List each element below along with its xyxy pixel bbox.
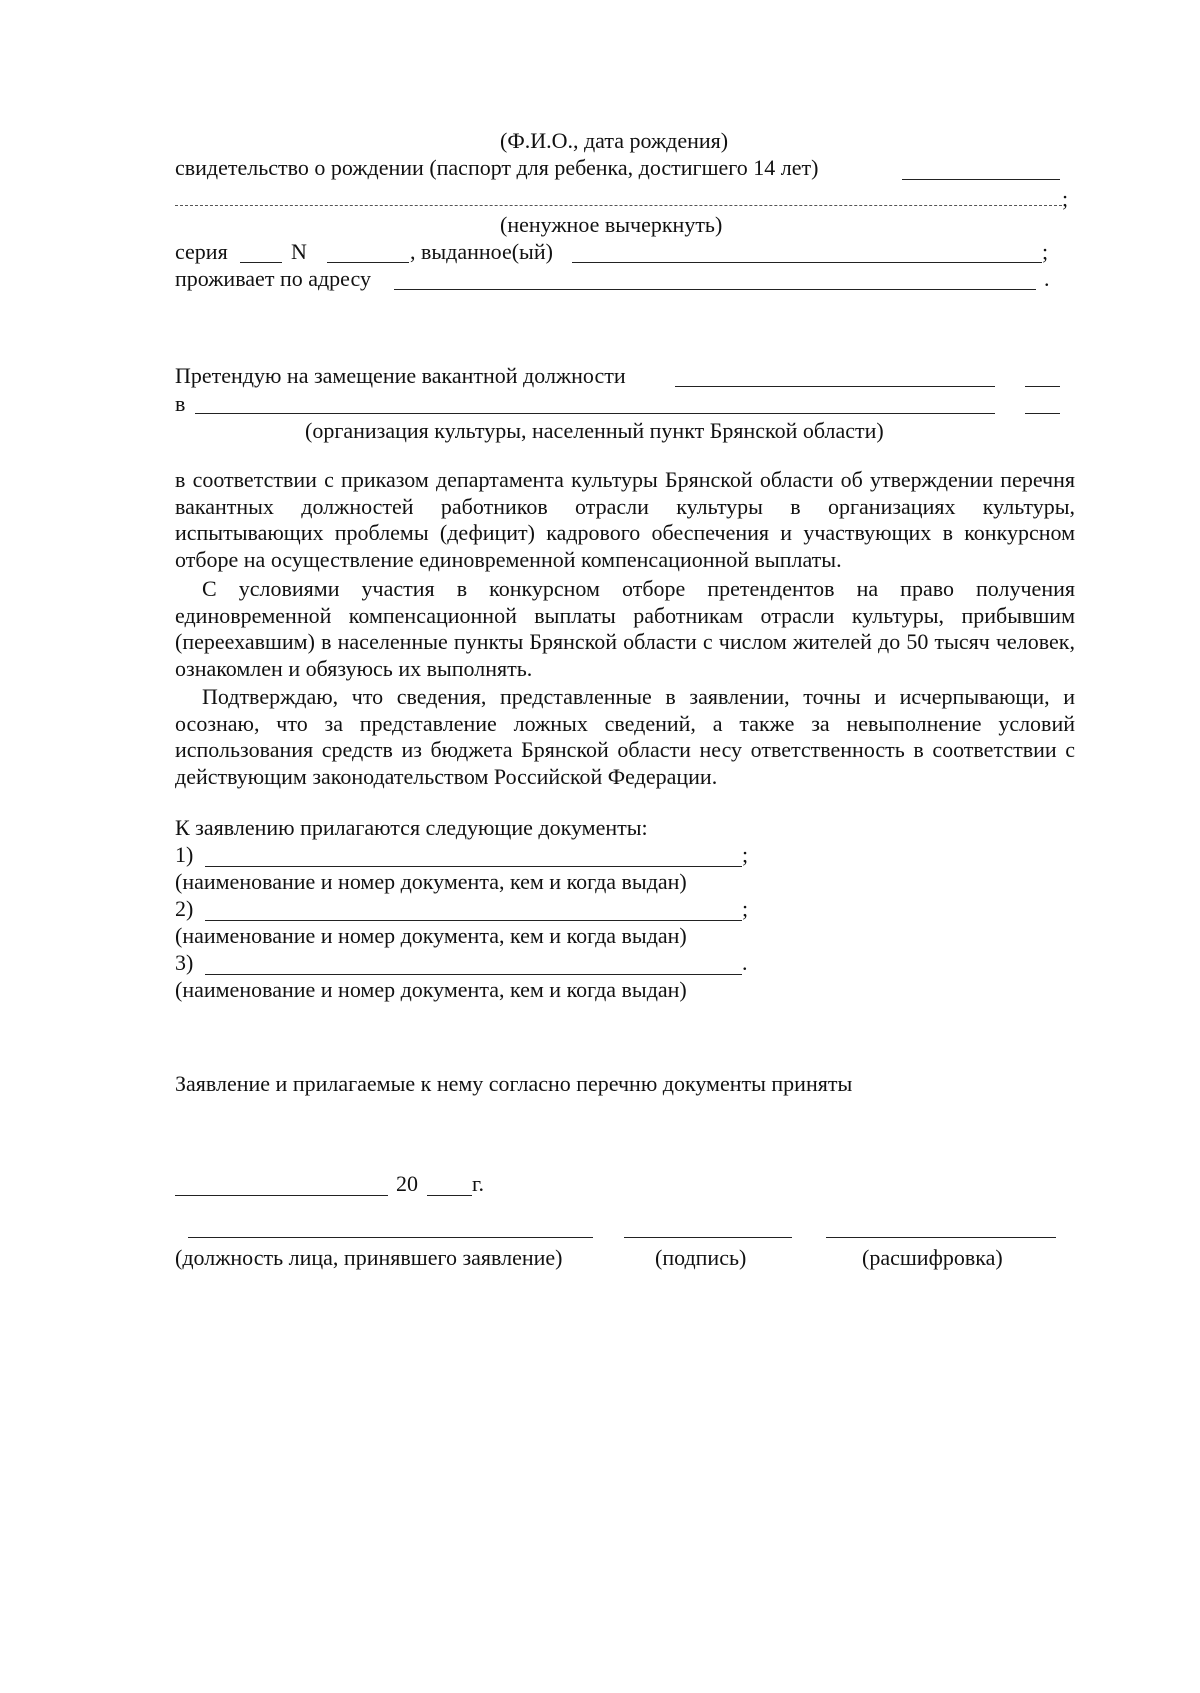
semicolon: ;	[1042, 239, 1049, 264]
birth-certificate-label: свидетельство о рождении (паспорт для ребенка, достигшего 14 лет)	[175, 155, 819, 180]
semicolon: ;	[1062, 186, 1069, 211]
strike-caption: (ненужное вычеркнуть)	[500, 212, 723, 237]
attachment-number: 2)	[175, 896, 194, 921]
attachment-blank[interactable]	[205, 974, 742, 975]
signature-caption: (подпись)	[655, 1245, 747, 1270]
attachment-caption: (наименование и номер документа, кем и когда выдан)	[175, 977, 687, 1002]
in-label: в	[175, 391, 186, 416]
position-blank-end[interactable]	[1025, 386, 1060, 387]
number-blank[interactable]	[327, 262, 409, 263]
paragraph-confirmation: Подтверждаю, что сведения, представленные в заявлении, точны и исчерпывающи, и осознаю, что за представление ложных сведений, а также за невыполнение условий использования средств из бюджета Брянской области несу ответственность в соответствии с действующим законодательством Российской Федерации.	[175, 684, 1075, 789]
official-position-blank[interactable]	[188, 1237, 593, 1238]
year-suffix: г.	[472, 1171, 485, 1196]
decoding-blank[interactable]	[826, 1237, 1056, 1238]
date-blank[interactable]	[175, 1195, 388, 1196]
position-blank[interactable]	[675, 386, 995, 387]
attachments-intro: К заявлению прилагаются следующие документы:	[175, 815, 648, 840]
address-label: проживает по адресу	[175, 266, 371, 291]
issued-by-blank[interactable]	[572, 262, 1042, 263]
paragraph-order: в соответствии с приказом департамента культуры Брянской области об утверждении перечня вакантных должностей работников отрасли культуры в организациях культуры, испытывающих проблемы (дефицит) кадрового обеспечения и участвующих в конкурсном отборе на осуществление единовременной компенсационной выплаты.	[175, 467, 1075, 572]
attachment-blank[interactable]	[205, 920, 742, 921]
organization-blank-end[interactable]	[1025, 413, 1060, 414]
attachment-blank[interactable]	[205, 866, 742, 867]
fio-caption: (Ф.И.О., дата рождения)	[500, 128, 729, 153]
acceptance-statement: Заявление и прилагаемые к нему согласно перечню документы приняты	[175, 1071, 853, 1096]
attachment-end: ;	[742, 896, 749, 921]
attachment-number: 3)	[175, 950, 194, 975]
number-label: N	[291, 239, 307, 264]
period: .	[1044, 266, 1050, 291]
paragraph-conditions: С условиями участия в конкурсном отборе претендентов на право получения единовременной компенсационной выплаты работникам отрасли культуры, прибывшим (переехавшим) в населенные пункты Брянской области с числом жителей до 50 тысяч человек, ознакомлен и обязуюсь их выполнять.	[175, 576, 1075, 681]
claim-label: Претендую на замещение вакантной должности	[175, 363, 626, 388]
attachment-caption: (наименование и номер документа, кем и когда выдан)	[175, 923, 687, 948]
organization-caption: (организация культуры, населенный пункт Брянской области)	[305, 418, 884, 443]
birth-certificate-blank[interactable]	[902, 179, 1060, 180]
year-blank[interactable]	[427, 1195, 472, 1196]
attachment-end: ;	[742, 842, 749, 867]
issued-label: , выданное(ый)	[410, 239, 553, 264]
year-prefix: 20	[396, 1171, 418, 1196]
series-blank[interactable]	[240, 262, 282, 263]
organization-blank[interactable]	[195, 413, 995, 414]
attachment-end: .	[742, 950, 748, 975]
attachment-caption: (наименование и номер документа, кем и когда выдан)	[175, 869, 687, 894]
address-blank[interactable]	[394, 289, 1036, 290]
signature-blank[interactable]	[624, 1237, 792, 1238]
decoding-caption: (расшифровка)	[862, 1245, 1003, 1270]
series-label: серия	[175, 239, 228, 264]
official-position-caption: (должность лица, принявшего заявление)	[175, 1245, 563, 1270]
attachment-number: 1)	[175, 842, 194, 867]
birth-certificate-blank-continued[interactable]	[175, 205, 1062, 206]
